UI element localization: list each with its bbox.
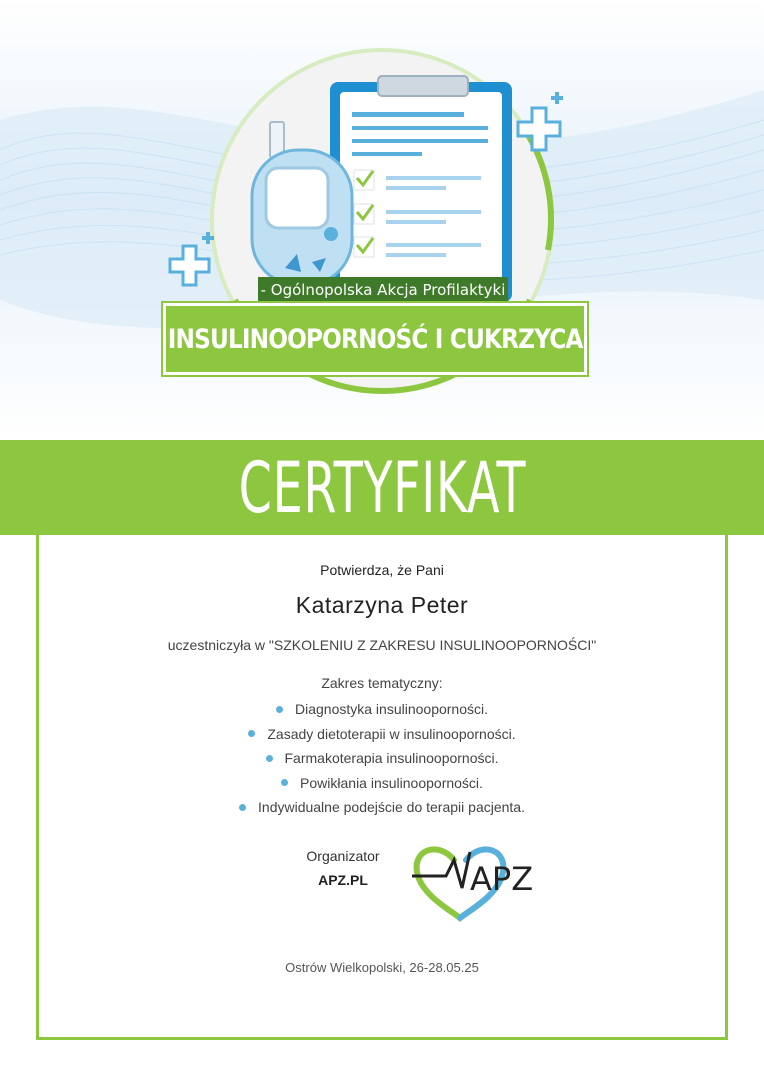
topic-label: Indywidualne podejście do terapii pacjenta. — [258, 799, 525, 815]
campaign-title-banner — [163, 303, 587, 375]
bullet-icon — [248, 730, 255, 737]
topic-label: Powikłania insulinooporności. — [300, 774, 483, 791]
campaign-subtitle: - Ogólnopolska Akcja Profilaktyki — [258, 277, 508, 303]
scope-title: Zakres tematyczny: — [321, 675, 443, 691]
topic-label: Farmakoterapia insulinooporności. — [284, 750, 499, 766]
topic-item — [0, 748, 764, 773]
bullet-icon — [266, 755, 273, 762]
organizer-name: APZ.PL — [318, 872, 368, 888]
bullet-icon — [239, 804, 246, 811]
header-illustration — [0, 0, 764, 440]
participation-text: uczestniczyła w "SZKOLENIU Z ZAKRESU INSULINOOPORNOŚCI" — [167, 637, 597, 653]
recipient-name: Katarzyna Peter — [295, 592, 469, 618]
clipboard-icon — [330, 76, 512, 302]
certificate-heading: CERTYFIKAT — [238, 446, 526, 529]
topic-label: Zasady dietoterapii w insulinooporności. — [267, 725, 516, 742]
campaign-title: INSULINOOPORNOŚĆ I CUKRZYCA — [167, 323, 583, 355]
bullet-icon — [276, 706, 283, 713]
topic-label: Diagnostyka insulinooporności. — [295, 701, 488, 717]
logo-text: APZ — [470, 860, 534, 898]
topic-list — [0, 699, 764, 822]
topic-item — [0, 797, 764, 822]
place-date: Ostrów Wielkopolski, 26-28.05.25 — [285, 960, 479, 975]
topic-item — [0, 724, 764, 749]
apz-logo — [410, 838, 534, 923]
organizer-label: Organizator — [306, 848, 380, 864]
topic-item — [0, 699, 764, 724]
bullet-icon — [281, 779, 288, 786]
certificate-heading-band — [0, 440, 764, 535]
topic-item — [0, 773, 764, 798]
confirms-text: Potwierdza, że Pani — [320, 562, 444, 578]
